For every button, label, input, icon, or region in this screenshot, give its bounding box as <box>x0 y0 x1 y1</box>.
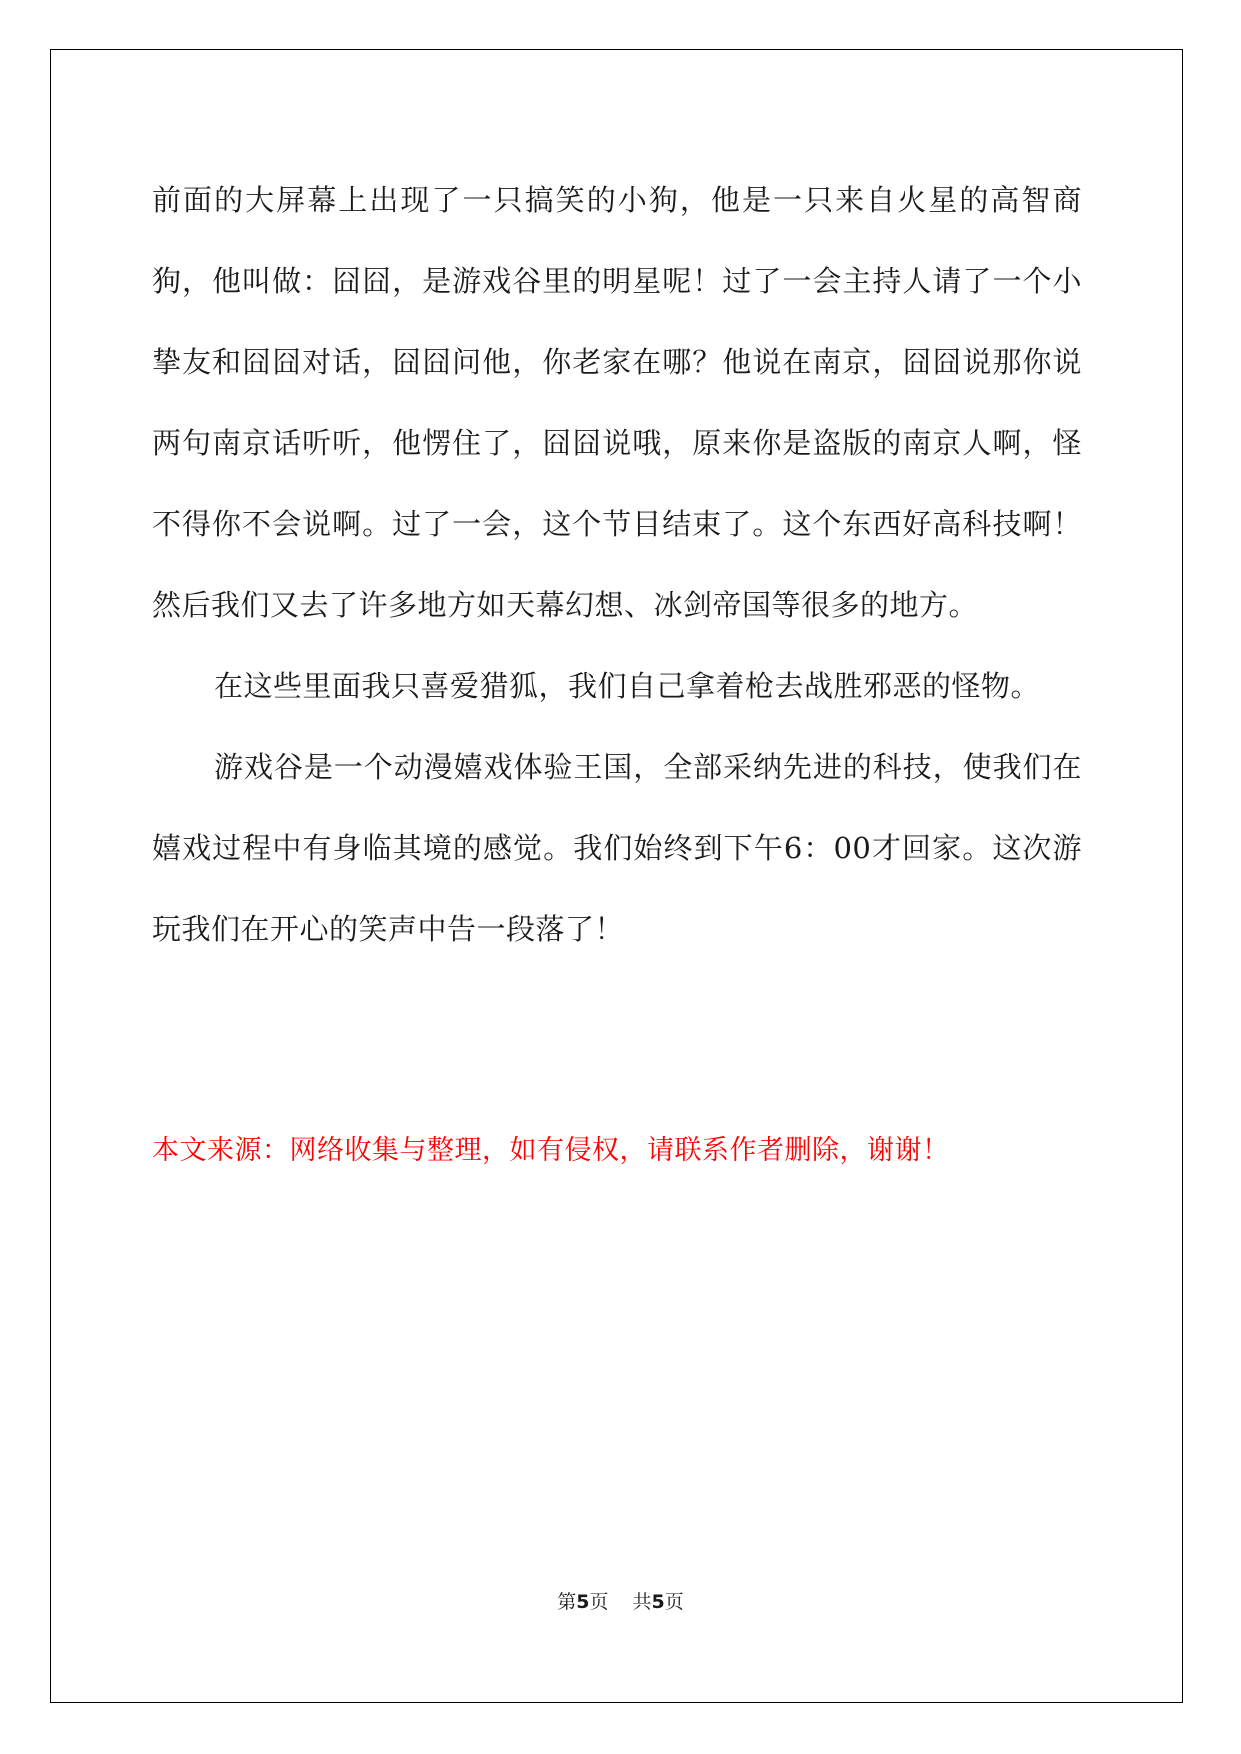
paragraph-2: 在这些里面我只喜爱猎狐，我们自己拿着枪去战胜邪恶的怪物。 <box>214 669 1041 703</box>
total-prefix: 共 <box>632 1591 652 1613</box>
page-suffix: 页 <box>589 1591 609 1613</box>
page-prefix: 第 <box>557 1591 577 1613</box>
document-body <box>152 160 1082 970</box>
total-page-number: 5 <box>651 1591 665 1613</box>
paragraph-1: 前面的大屏幕上出现了一只搞笑的小狗，他是一只来自火星的高智商狗，他叫做：囧囧，是游戏谷里的明星呢！过了一会主持人请了一个小挚友和囧囧对话，囧囧问他，你老家在哪？他说在南京，囧囧说那你说两句南京话听听，他愣住了，囧囧说哦，原来你是盗版的南京人啊，怪不得你不会说啊。过了一会，这个节目结束了。这个东西好高科技啊！然后我们又去了许多地方如天幕幻想、冰剑帝国等很多的地方。 <box>152 183 1082 622</box>
paragraph-3: 游戏谷是一个动漫嬉戏体验王国，全部采纳先进的科技，使我们在嬉戏过程中有身临其境的感觉。我们始终到下午6：00才回家。这次游玩我们在开心的笑声中告一段落了！ <box>152 750 1082 946</box>
total-suffix: 页 <box>664 1591 684 1613</box>
current-page-number: 5 <box>576 1591 590 1613</box>
page-footer <box>0 1587 1241 1614</box>
source-note: 本文来源：网络收集与整理，如有侵权，请联系作者删除，谢谢！ <box>152 1135 950 1166</box>
